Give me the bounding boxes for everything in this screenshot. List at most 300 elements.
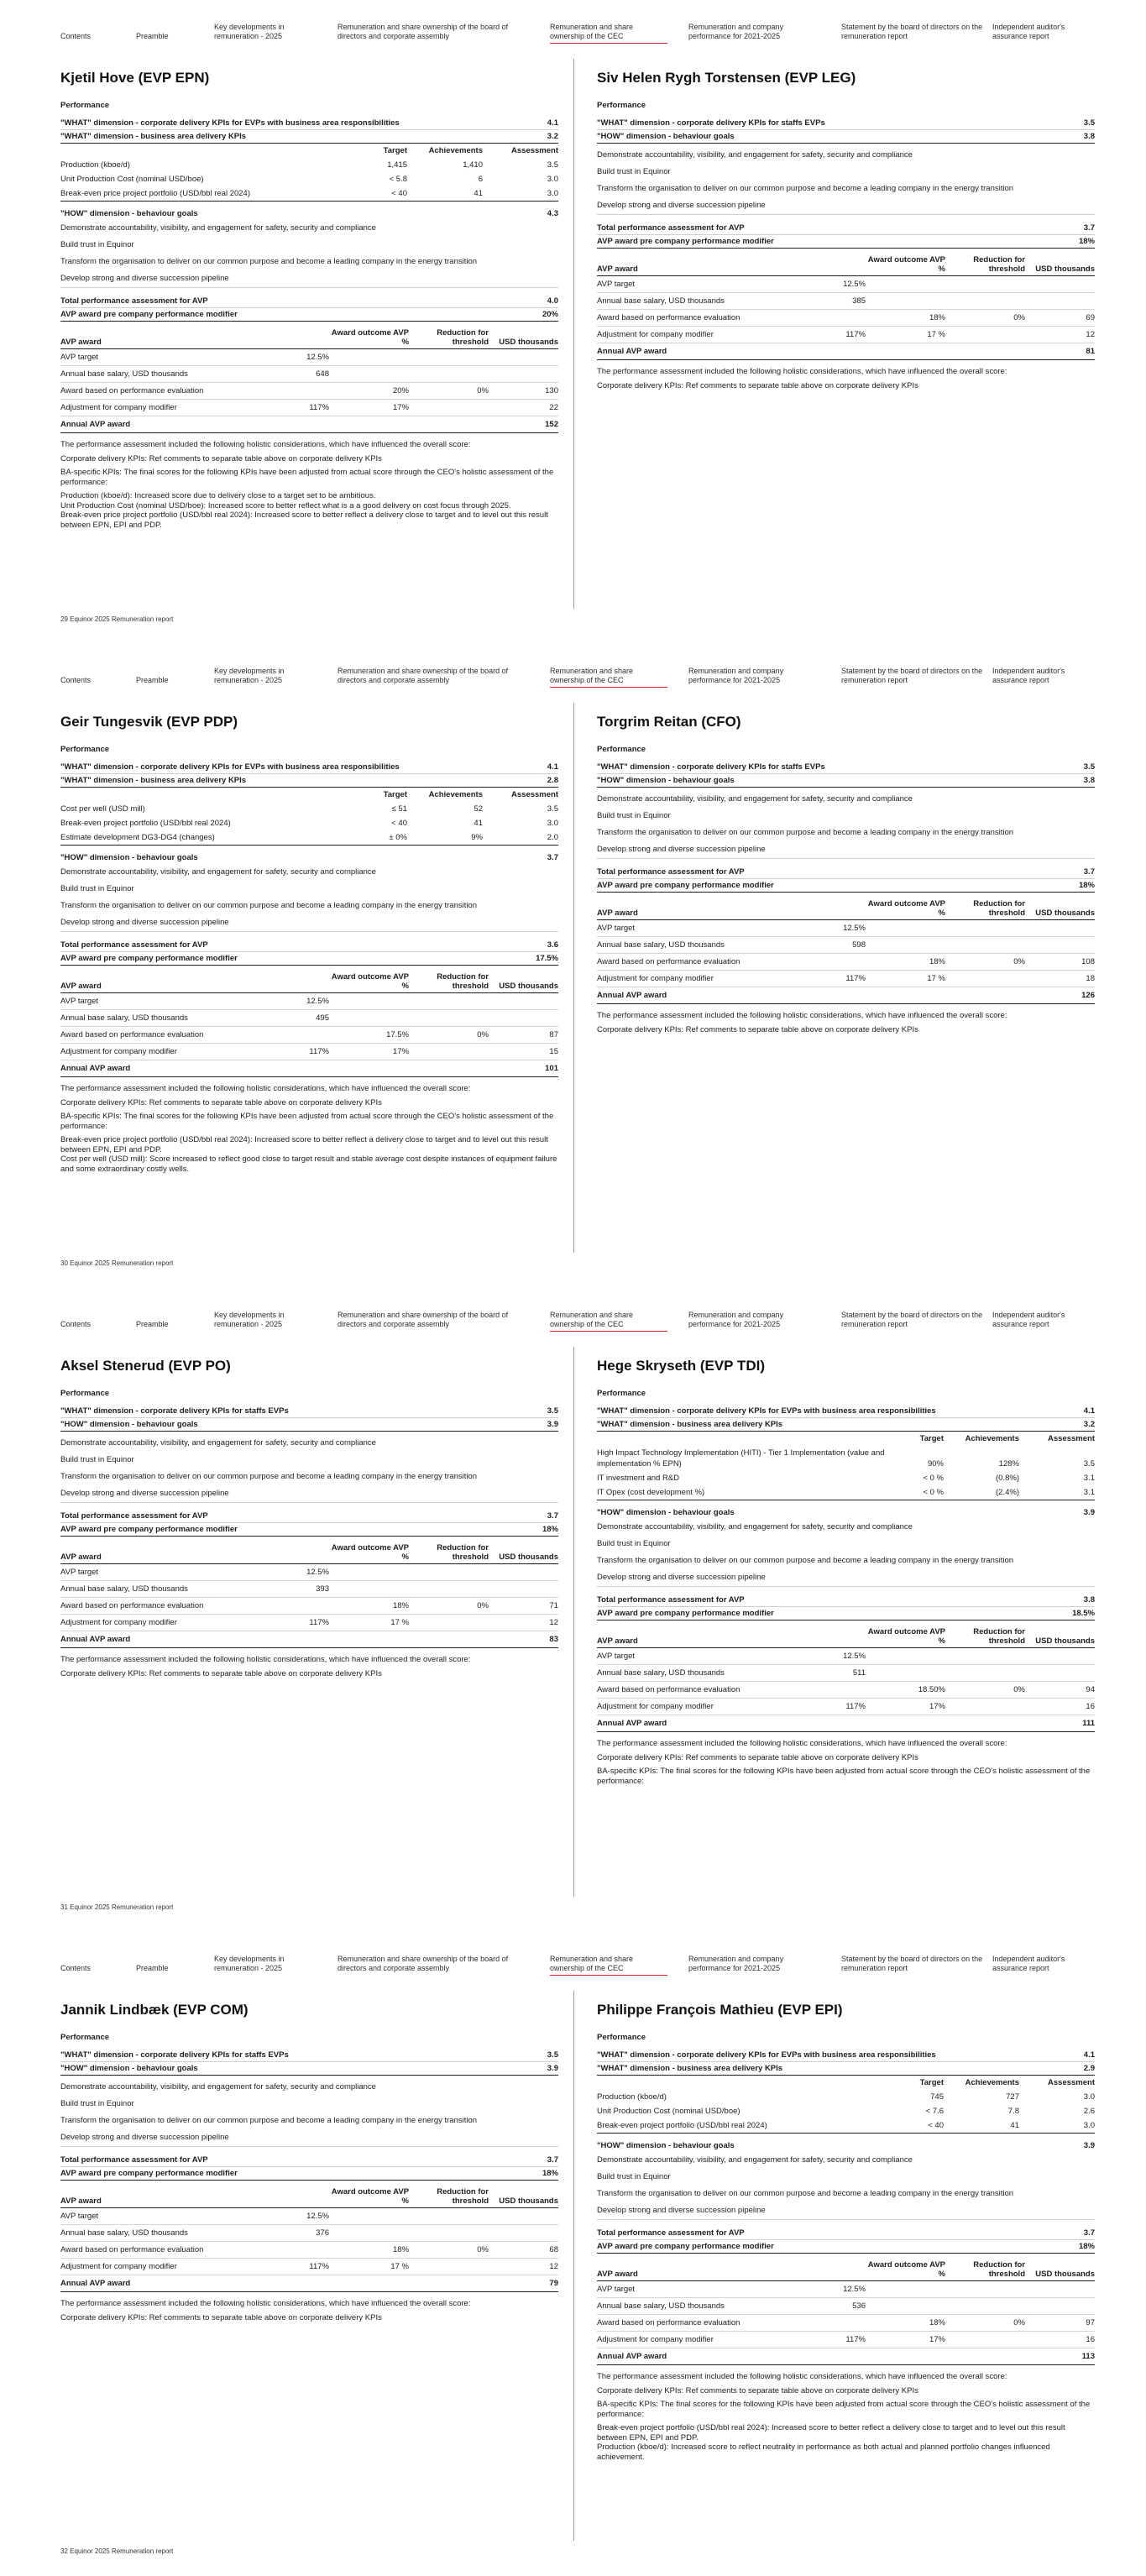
nav-item[interactable]: Key developments in remuneration - 2025 (214, 1955, 285, 1972)
kpi-row (60, 172, 558, 186)
base-salary-label: Annual base salary, USD thousands (60, 366, 279, 383)
left-column (60, 1358, 558, 1683)
what-score: 4.1 (1083, 1406, 1095, 1416)
how-row (60, 2062, 558, 2076)
performance-heading: Performance (60, 1389, 110, 1398)
ba-label: "WHAT" dimension - business area delivery KPIs (597, 2064, 783, 2073)
base-salary-value: 385 (815, 293, 866, 310)
pre-label: AVP award pre company performance modifier (60, 954, 238, 963)
behaviour-goal: Transform the organisation to deliver on our common purpose and become a leading company in the energy transition (597, 184, 1014, 193)
holistic-intro: The performance assessment included the following holistic considerations, which have influenced the overall score: (60, 1084, 471, 1093)
nav-item[interactable]: Remuneration and share ownership of the CEC (550, 1955, 667, 1976)
total-label: Total performance assessment for AVP (60, 2155, 208, 2165)
holistic-intro: The performance assessment included the following holistic considerations, which have influenced the overall score: (60, 440, 471, 449)
total-row (597, 866, 1095, 879)
how-score: 3.8 (1083, 132, 1095, 141)
award-perf-label: Award based on performance evaluation (597, 954, 815, 971)
kpi-score: 3.5 (547, 160, 558, 170)
behaviour-goal: Develop strong and diverse succession pipeline (597, 1569, 1095, 1587)
target-header: Target (919, 2078, 944, 2087)
adjustment-row (60, 2259, 558, 2275)
page-footer: 30 Equinor 2025 Remuneration report (60, 1259, 174, 1267)
kpi-table (60, 144, 558, 202)
award-pct: 18% (329, 1598, 409, 1615)
avp-target-row (60, 349, 558, 366)
annual-avp-label: Annual AVP award (60, 416, 279, 433)
what-row (597, 2049, 1095, 2062)
behaviour-goal: Demonstrate accountability, visibility, and engagement for safety, security and compliance (60, 223, 376, 233)
adjustment-label: Adjustment for company modifier (597, 2332, 815, 2348)
nav-item[interactable]: Key developments in remuneration - 2025 (214, 23, 285, 40)
ba-score: 2.9 (1083, 2064, 1095, 2073)
award-perf-label: Award based on performance evaluation (597, 310, 815, 327)
kpi-achievement: (0.8%) (996, 1474, 1019, 1483)
nav-item[interactable]: Remuneration and share ownership of the CEC (550, 23, 667, 44)
award-outcome-header: Award outcome AVP % (866, 1627, 945, 1648)
pre-modifier-row (597, 2240, 1095, 2254)
holistic-notes (597, 1011, 1095, 1034)
adjustment-row (597, 327, 1095, 343)
avp-target-row (597, 276, 1095, 293)
award-perf-label: Award based on performance evaluation (60, 1598, 279, 1615)
nav-item[interactable]: Preamble (136, 676, 169, 684)
adjustment-pct: 17% (866, 2332, 945, 2348)
how-score: 4.3 (547, 209, 558, 218)
kpi-name: Break-even project portfolio (USD/bbl real 2024) (597, 2118, 885, 2134)
corporate-note: Corporate delivery KPIs: Ref comments to separate table above on corporate delivery KPIs (597, 2385, 918, 2395)
award-outcome-header: Award outcome AVP % (329, 972, 409, 993)
kpi-score: 3.0 (547, 175, 558, 184)
kpi-header (597, 2076, 1095, 2090)
annual-avp-label: Annual AVP award (597, 343, 815, 360)
performance-heading: Performance (60, 101, 110, 110)
nav-item[interactable]: Statement by the board of directors on the remuneration report (841, 1311, 983, 1328)
avp-target-label: AVP target (597, 276, 815, 293)
kpi-row (60, 816, 558, 830)
base-salary-label: Annual base salary, USD thousands (597, 293, 815, 310)
avp-target-row (60, 1564, 558, 1581)
avp-award-header: AVP award (597, 899, 815, 920)
nav-item[interactable]: Contents (60, 1964, 92, 1972)
nav-item[interactable]: Statement by the board of directors on the remuneration report (841, 667, 983, 684)
total-label: Total performance assessment for AVP (60, 296, 208, 306)
assessment-header: Assessment (1048, 2078, 1095, 2087)
nav-item[interactable]: Independent auditor's assurance report (992, 1955, 1065, 1972)
reduction-value: 0% (945, 954, 1025, 971)
reduction-header: Reduction for threshold (409, 972, 489, 993)
page-footer: 29 Equinor 2025 Remuneration report (60, 615, 174, 623)
how-row (60, 207, 558, 220)
target-header: Target (919, 1434, 944, 1443)
kpi-row (597, 1471, 1095, 1485)
avp-target-value: 12.5% (279, 993, 329, 1010)
base-salary-label: Annual base salary, USD thousands (597, 2298, 815, 2315)
page-footer: 31 Equinor 2025 Remuneration report (60, 1903, 174, 1911)
avp-header (60, 328, 558, 349)
corporate-note: Corporate delivery KPIs: Ref comments to separate table above on corporate delivery KPIs (60, 453, 382, 463)
avp-award-header: AVP award (60, 1543, 279, 1564)
ba-label: "WHAT" dimension - business area delivery KPIs (597, 1420, 783, 1429)
adjustment-label: Adjustment for company modifier (60, 1615, 279, 1631)
kpi-note: Break-even price project portfolio (USD/bbl real 2024): Increased score to better reflect a delivery close to target and to level out this result between EPN, EPI and PDP. (60, 1135, 548, 1154)
kpi-header (60, 788, 558, 802)
pre-modifier-row (60, 1523, 558, 1537)
nav-item[interactable]: Independent auditor's assurance report (992, 23, 1065, 40)
ba-row (60, 774, 558, 788)
base-salary-value: 495 (279, 1010, 329, 1027)
avp-target-row (597, 1648, 1095, 1665)
adjustment-pct: 17 % (866, 327, 945, 343)
behaviour-goal: Develop strong and diverse succession pipeline (60, 914, 558, 932)
avp-target-value: 12.5% (815, 1648, 866, 1665)
left-column (60, 2002, 558, 2327)
total-row (60, 1510, 558, 1523)
kpi-achievement: (2.4%) (944, 1485, 1019, 1500)
nav-item[interactable]: Preamble (136, 1964, 169, 1972)
reduction-value: 0% (945, 310, 1025, 327)
what-score: 4.1 (1083, 2050, 1095, 2060)
nav-item[interactable]: Remuneration and share ownership of the CEC (550, 1311, 667, 1332)
avp-target-label: AVP target (60, 2208, 279, 2225)
avp-target-label: AVP target (60, 349, 279, 366)
pre-label: AVP award pre company performance modifier (60, 1525, 238, 1534)
adjustment-row (60, 1044, 558, 1060)
adjustment-usd: 22 (489, 400, 558, 416)
performance-heading: Performance (597, 2033, 646, 2042)
corporate-note: Corporate delivery KPIs: Ref comments to separate table above on corporate delivery KPIs (597, 1752, 918, 1762)
what-row (597, 761, 1095, 774)
kpi-name: Cost per well (USD mill) (60, 804, 145, 814)
annual-avp-label: Annual AVP award (60, 2275, 279, 2292)
modifier-value: 117% (815, 327, 866, 343)
kpi-target: < 40 (391, 819, 407, 828)
avp-target-value: 12.5% (279, 2208, 329, 2225)
adjustment-pct: 17% (329, 1044, 409, 1060)
kpi-row (597, 1485, 1095, 1500)
ba-score: 2.8 (547, 776, 558, 785)
kpi-score: 3.0 (1019, 2118, 1095, 2134)
corporate-note: Corporate delivery KPIs: Ref comments to separate table above on corporate delivery KPIs (597, 380, 918, 390)
adjustment-usd: 12 (489, 2259, 558, 2275)
top-navigation (60, 23, 1102, 46)
kpi-achievement: 727 (1006, 2092, 1019, 2102)
annual-avp-label: Annual AVP award (597, 987, 815, 1004)
kpi-score: 3.0 (547, 819, 558, 828)
assessment-header: Assessment (511, 146, 558, 155)
pre-label: AVP award pre company performance modifier (597, 1609, 774, 1618)
kpi-name: High Impact Technology Implementation (HITI) - Tier 1 Implementation (value and implementation % EPN) (597, 1448, 885, 1469)
kpi-row (597, 2090, 1095, 2104)
adjustment-label: Adjustment for company modifier (60, 400, 279, 416)
avp-award-header: AVP award (60, 328, 279, 349)
annual-avp-value: 113 (1025, 2348, 1095, 2365)
pre-value: 17.5% (536, 954, 558, 963)
how-score: 3.9 (1083, 2141, 1095, 2150)
what-score: 3.5 (1083, 762, 1095, 772)
total-score: 3.6 (547, 940, 558, 950)
kpi-achievement: 41 (407, 186, 483, 202)
avp-table (597, 899, 1095, 1004)
ba-label: "WHAT" dimension - business area delivery KPIs (60, 776, 247, 785)
avp-award-header: AVP award (597, 2260, 815, 2281)
holistic-intro: The performance assessment included the following holistic considerations, which have influenced the overall score: (597, 2372, 1007, 2381)
person-name: Siv Helen Rygh Torstensen (EVP LEG) (597, 70, 856, 86)
nav-item[interactable]: Statement by the board of directors on the remuneration report (841, 23, 983, 40)
modifier-value: 117% (279, 1044, 329, 1060)
nav-item[interactable]: Statement by the board of directors on the remuneration report (841, 1955, 983, 1972)
nav-item[interactable]: Contents (60, 1320, 92, 1328)
nav-item[interactable]: Remuneration and share ownership of the board of directors and corporate assembly (338, 23, 509, 40)
adjustment-usd: 18 (1025, 971, 1095, 987)
how-score: 3.8 (1083, 776, 1095, 785)
adjustment-row (60, 400, 558, 416)
avp-table (597, 255, 1095, 360)
what-label: "WHAT" dimension - corporate delivery KPIs for EVPs with business area responsibilities (597, 1406, 936, 1416)
kpi-score: 3.5 (1083, 1459, 1095, 1469)
usd-header: USD thousands (1025, 2260, 1095, 2281)
how-score: 3.9 (1083, 1508, 1095, 1517)
behaviour-goal: Build trust in Equinor (60, 884, 134, 893)
person-name: Geir Tungesvik (EVP PDP) (60, 714, 238, 730)
base-salary-row (60, 366, 558, 383)
pre-label: AVP award pre company performance modifier (597, 881, 774, 890)
nav-item[interactable]: Independent auditor's assurance report (992, 1311, 1065, 1328)
how-score: 3.9 (547, 2064, 558, 2073)
adjustment-pct: 17% (866, 1699, 945, 1715)
kpi-target: ± 0% (348, 830, 407, 846)
base-salary-label: Annual base salary, USD thousands (597, 937, 815, 954)
how-label: "HOW" dimension - behaviour goals (597, 132, 735, 141)
total-score: 4.0 (547, 296, 558, 306)
avp-header (60, 2187, 558, 2208)
modifier-value: 117% (279, 400, 329, 416)
kpi-score: 3.5 (547, 804, 558, 814)
total-row (597, 222, 1095, 235)
kpi-name: Unit Production Cost (nominal USD/boe) (597, 2107, 740, 2116)
what-row (60, 2049, 558, 2062)
what-row (597, 1405, 1095, 1418)
behaviour-goal: Transform the organisation to deliver on our common purpose and become a leading company in the energy transition (60, 2116, 478, 2125)
kpi-table (597, 1432, 1095, 1500)
behaviour-goal: Develop strong and diverse succession pipeline (60, 270, 558, 288)
kpi-target: < 0 % (885, 1485, 944, 1500)
adjustment-pct: 17 % (866, 971, 945, 987)
adjustment-usd: 12 (1025, 327, 1095, 343)
kpi-row (60, 830, 558, 846)
nav-item[interactable]: Remuneration and share ownership of the board of directors and corporate assembly (338, 667, 509, 684)
kpi-achievement: 7.8 (1007, 2107, 1019, 2116)
holistic-notes (60, 440, 558, 530)
how-score: 3.7 (547, 853, 558, 862)
base-salary-row (597, 1665, 1095, 1682)
total-label: Total performance assessment for AVP (60, 940, 208, 950)
adjustment-row (597, 1699, 1095, 1715)
total-row (597, 1594, 1095, 1607)
report-page (0, 644, 1146, 1288)
award-perf-label: Award based on performance evaluation (60, 383, 279, 400)
nav-item[interactable]: Remuneration and share ownership of the board of directors and corporate assembly (338, 1311, 509, 1328)
how-row (597, 1505, 1095, 1519)
total-row (597, 2227, 1095, 2240)
achievements-header: Achievements (428, 146, 483, 155)
kpi-note: Cost per well (USD mill): Score increased to reflect good close to target result and stable average cost despite instances of equipment failure and some extraordinary costly wells. (60, 1154, 557, 1174)
avp-target-label: AVP target (60, 993, 279, 1010)
avp-header (597, 255, 1095, 276)
ba-row (60, 130, 558, 144)
page-footer: 32 Equinor 2025 Remuneration report (60, 2547, 174, 2555)
kpi-score: 3.1 (1019, 1485, 1095, 1500)
award-perf-row (597, 310, 1095, 327)
what-label: "WHAT" dimension - corporate delivery KPIs for staffs EVPs (60, 1406, 289, 1416)
nav-item[interactable]: Independent auditor's assurance report (992, 667, 1065, 684)
adjustment-row (60, 1615, 558, 1631)
nav-item[interactable]: Contents (60, 32, 92, 40)
kpi-name: Production (kboe/d) (597, 2092, 667, 2102)
award-usd: 71 (489, 1598, 558, 1615)
how-label: "HOW" dimension - behaviour goals (60, 1420, 198, 1429)
award-usd: 87 (489, 1027, 558, 1044)
column-divider (573, 1991, 574, 2541)
base-salary-row (597, 937, 1095, 954)
adjustment-usd: 12 (489, 1615, 558, 1631)
base-salary-value: 536 (815, 2298, 866, 2315)
behaviour-goal: Demonstrate accountability, visibility, and engagement for safety, security and compliance (597, 2155, 913, 2165)
behaviour-goal: Demonstrate accountability, visibility, and engagement for safety, security and compliance (60, 2082, 376, 2092)
reduction-value: 0% (409, 1027, 489, 1044)
avp-target-label: AVP target (597, 1648, 815, 1665)
adjustment-pct: 17% (329, 400, 409, 416)
kpi-score: 3.0 (1083, 2092, 1095, 2102)
kpi-row (597, 1446, 1095, 1471)
what-label: "WHAT" dimension - corporate delivery KPIs for staffs EVPs (60, 2050, 289, 2060)
pre-label: AVP award pre company performance modifier (597, 2242, 774, 2251)
award-pct: 17.5% (329, 1027, 409, 1044)
avp-target-label: AVP target (597, 2281, 815, 2298)
avp-table (597, 2260, 1095, 2365)
usd-header: USD thousands (1025, 899, 1095, 920)
achievements-header: Achievements (428, 790, 483, 799)
avp-header (597, 899, 1095, 920)
base-salary-row (60, 2225, 558, 2242)
how-score: 3.9 (547, 1420, 558, 1429)
kpi-target: 745 (930, 2092, 944, 2102)
behaviour-goal: Transform the organisation to deliver on our common purpose and become a leading company in the energy transition (60, 1472, 478, 1481)
kpi-row (597, 2104, 1095, 2118)
nav-item[interactable]: Contents (60, 676, 92, 684)
kpi-achievement: 128% (998, 1459, 1019, 1469)
behaviour-goal: Transform the organisation to deliver on our common purpose and become a leading company in the energy transition (597, 828, 1014, 837)
nav-item[interactable]: Key developments in remuneration - 2025 (214, 1311, 285, 1328)
total-score: 3.7 (1083, 2228, 1095, 2238)
ba-label: "WHAT" dimension - business area delivery KPIs (60, 132, 247, 141)
adjustment-pct: 17 % (329, 1615, 409, 1631)
avp-header (597, 1627, 1095, 1648)
kpi-target: 90% (927, 1459, 944, 1469)
award-usd: 108 (1025, 954, 1095, 971)
behaviour-goal: Transform the organisation to deliver on our common purpose and become a leading company in the energy transition (597, 1556, 1014, 1565)
avp-header (597, 2260, 1095, 2281)
what-row (597, 117, 1095, 130)
award-perf-label: Award based on performance evaluation (597, 2315, 815, 2332)
reduction-header: Reduction for threshold (945, 255, 1025, 276)
modifier-value: 117% (279, 2259, 329, 2275)
nav-item[interactable]: Remuneration and company performance for 2021-2025 (688, 667, 784, 684)
left-column (60, 714, 558, 1174)
nav-item[interactable]: Remuneration and company performance for 2021-2025 (688, 23, 784, 40)
report-page (0, 1288, 1146, 1932)
what-label: "WHAT" dimension - corporate delivery KPIs for EVPs with business area responsibilities (60, 762, 400, 772)
nav-item[interactable]: Remuneration and company performance for 2021-2025 (688, 1311, 784, 1328)
ba-score: 3.2 (547, 132, 558, 141)
nav-item[interactable]: Preamble (136, 1320, 169, 1328)
avp-target-row (60, 2208, 558, 2225)
base-salary-value: 598 (815, 937, 866, 954)
holistic-intro: The performance assessment included the following holistic considerations, which have influenced the overall score: (60, 2299, 471, 2308)
holistic-notes (60, 1084, 558, 1174)
ba-note: BA-specific KPIs: The final scores for the following KPIs have been adjusted from actual score through the CEO's holistic assessment of the performance: (60, 468, 554, 487)
kpi-score: 3.1 (1083, 1474, 1095, 1483)
adjustment-label: Adjustment for company modifier (60, 1044, 279, 1060)
award-usd: 68 (489, 2242, 558, 2259)
nav-item[interactable]: Preamble (136, 32, 169, 40)
behaviour-goal: Transform the organisation to deliver on our common purpose and become a leading company in the energy transition (60, 901, 478, 910)
base-salary-label: Annual base salary, USD thousands (597, 1665, 815, 1682)
usd-header: USD thousands (1025, 1627, 1095, 1648)
total-label: Total performance assessment for AVP (597, 223, 745, 233)
award-pct: 18.50% (866, 1682, 945, 1699)
nav-item[interactable]: Remuneration and company performance for 2021-2025 (688, 1955, 784, 1972)
behaviour-goal: Demonstrate accountability, visibility, and engagement for safety, security and compliance (597, 150, 913, 160)
right-column (597, 2002, 1095, 2462)
kpi-name: IT Opex (cost development %) (597, 1485, 885, 1500)
award-perf-row (60, 383, 558, 400)
base-salary-label: Annual base salary, USD thousands (60, 1010, 279, 1027)
person-name: Philippe François Mathieu (EVP EPI) (597, 2002, 843, 2018)
annual-avp-row (597, 1715, 1095, 1732)
annual-avp-row (60, 1060, 558, 1077)
kpi-achievement: 41 (474, 819, 483, 828)
annual-avp-row (597, 987, 1095, 1004)
holistic-intro: The performance assessment included the following holistic considerations, which have influenced the overall score: (597, 1739, 1007, 1748)
reduction-header: Reduction for threshold (945, 1627, 1025, 1648)
behaviour-goal: Build trust in Equinor (60, 1455, 134, 1464)
award-outcome-header: Award outcome AVP % (329, 2187, 409, 2208)
kpi-target: ≤ 51 (391, 804, 407, 814)
nav-item[interactable]: Remuneration and share ownership of the board of directors and corporate assembly (338, 1955, 509, 1972)
what-label: "WHAT" dimension - corporate delivery KPIs for EVPs with business area responsibilities (60, 118, 400, 128)
kpi-target: < 7.6 (925, 2107, 944, 2116)
top-navigation (60, 667, 1102, 690)
reduction-header: Reduction for threshold (945, 2260, 1025, 2281)
award-outcome-header: Award outcome AVP % (866, 2260, 945, 2281)
what-score: 3.5 (547, 2050, 558, 2060)
total-label: Total performance assessment for AVP (597, 1595, 745, 1605)
corporate-note: Corporate delivery KPIs: Ref comments to separate table above on corporate delivery KPIs (60, 2312, 382, 2322)
base-salary-row (60, 1010, 558, 1027)
assessment-header: Assessment (1048, 1434, 1095, 1443)
award-pct: 18% (866, 954, 945, 971)
base-salary-value: 511 (815, 1665, 866, 1682)
kpi-score: 2.0 (483, 830, 558, 846)
nav-item[interactable]: Key developments in remuneration - 2025 (214, 667, 285, 684)
behaviour-goal: Develop strong and diverse succession pipeline (597, 197, 1095, 215)
kpi-note: Production (kboe/d): Increased score due to delivery close to a target set to be ambitious. (60, 491, 376, 500)
pre-modifier-row (597, 235, 1095, 249)
top-navigation (60, 1311, 1102, 1334)
nav-item[interactable]: Remuneration and share ownership of the CEC (550, 667, 667, 688)
behaviour-goal: Transform the organisation to deliver on our common purpose and become a leading company in the energy transition (597, 2189, 1014, 2198)
adjustment-label: Adjustment for company modifier (597, 327, 815, 343)
